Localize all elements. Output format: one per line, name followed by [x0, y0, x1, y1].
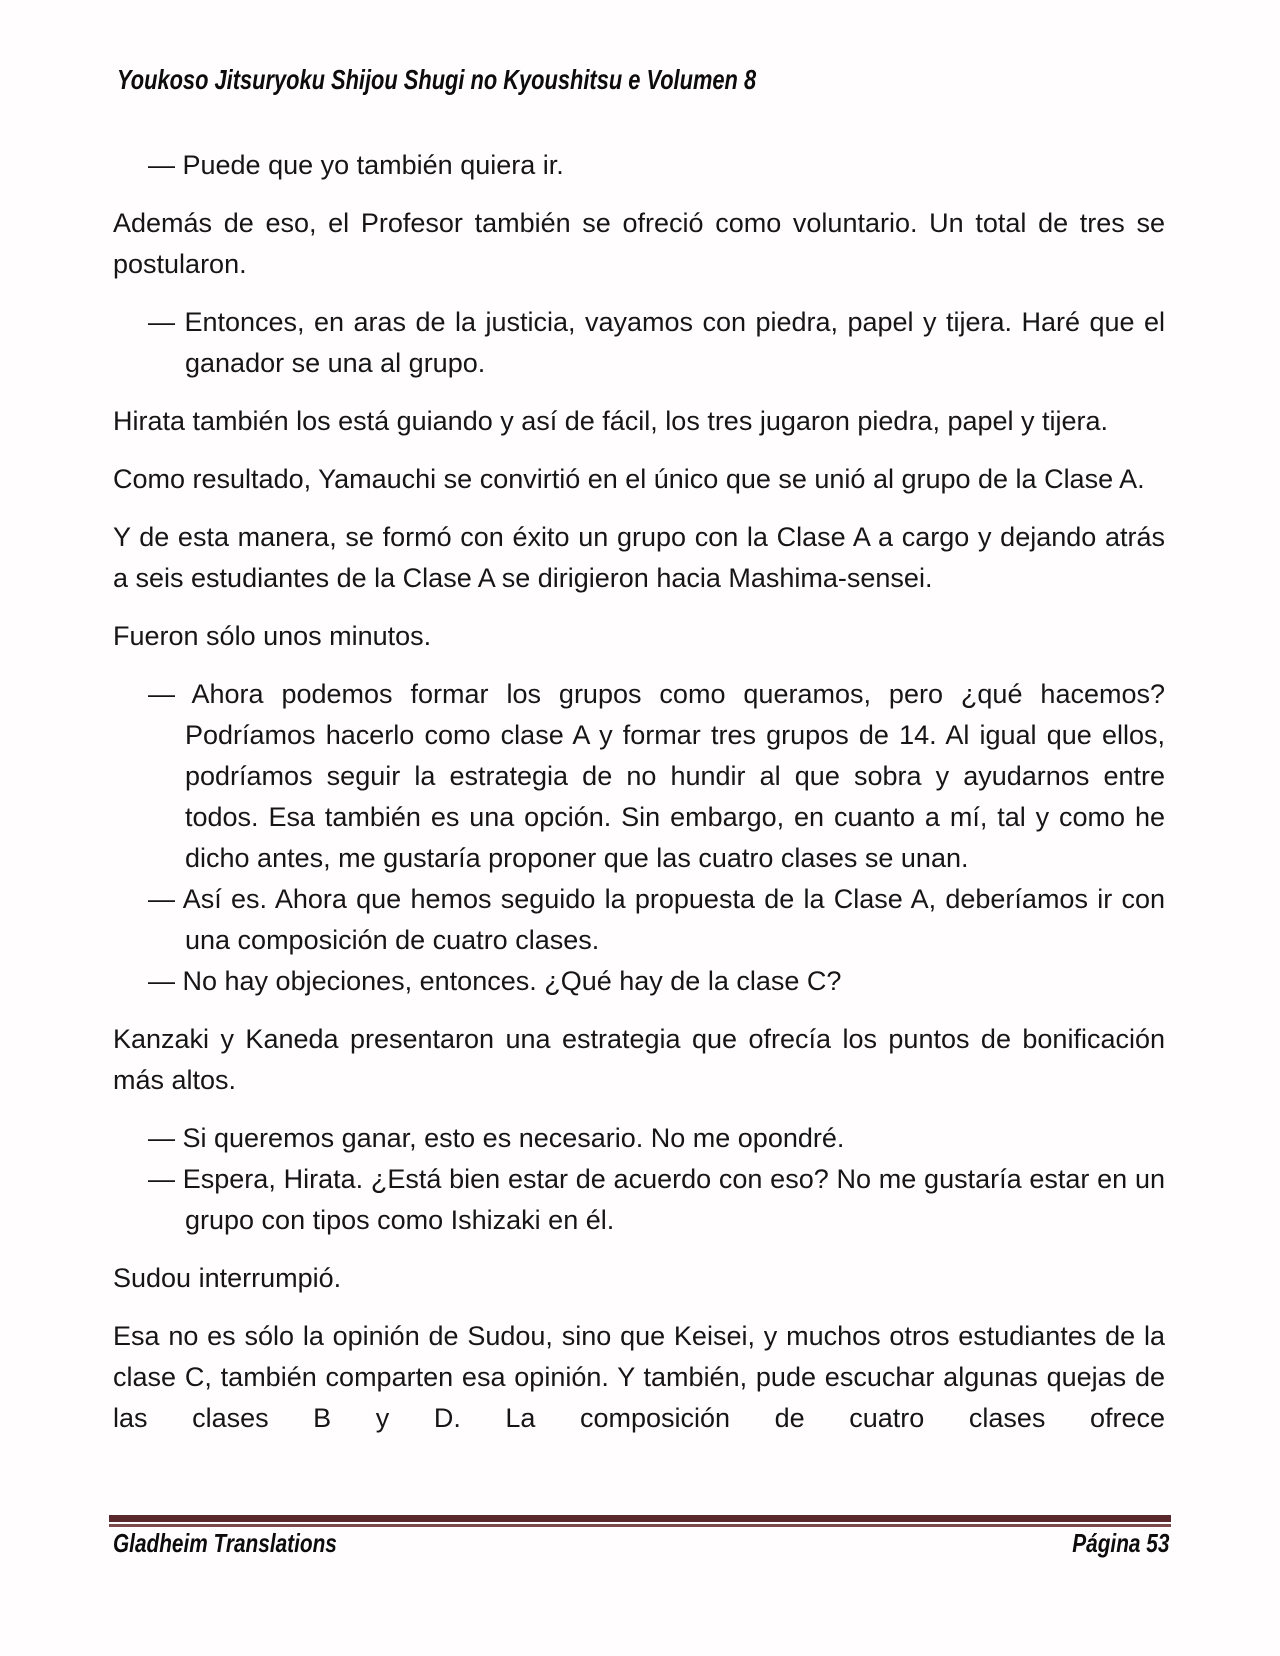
page-body [113, 145, 1165, 1456]
dialogue-paragraph: — Ahora podemos formar los grupos como queramos, pero ¿qué hacemos? Podríamos hacerlo como clase A y formar tres grupos de 14. Al igual que ellos, podríamos seguir la estrategia de no hundir al que sobra y ayudarnos entre todos. Esa también es una opción. Sin embargo, en cuanto a mí, tal y como he dicho antes, me gustaría proponer que las cuatro clases se unan. [148, 679, 1165, 873]
narration-paragraph: Kanzaki y Kaneda presentaron una estrategia que ofrecía los puntos de bonificación más altos. [113, 1024, 1165, 1095]
dialogue-paragraph: — Espera, Hirata. ¿Está bien estar de acuerdo con eso? No me gustaría estar en un grupo con tipos como Ishizaki en él. [148, 1164, 1165, 1235]
volume-title: Youkoso Jitsuryoku Shijou Shugi no Kyoushitsu e Volumen 8 [117, 64, 757, 95]
narration-paragraph: Sudou interrumpió. [113, 1263, 342, 1293]
dialogue-paragraph: — Si queremos ganar, esto es necesario. No me opondré. [148, 1123, 845, 1153]
narration-paragraph: Fueron sólo unos minutos. [113, 621, 432, 651]
narration-paragraph: Hirata también los está guiando y así de fácil, los tres jugaron piedra, papel y tijera. [113, 406, 1109, 436]
footer-rule [109, 1515, 1171, 1527]
dialogue-group [113, 674, 1165, 1002]
dialogue-group [113, 1118, 1165, 1241]
dialogue-paragraph: — No hay objeciones, entonces. ¿Qué hay de la clase C? [148, 966, 842, 996]
narration-paragraph: Además de eso, el Profesor también se ofreció como voluntario. Un total de tres se postularon. [113, 208, 1165, 279]
page-footer [113, 1528, 1169, 1559]
dialogue-paragraph: — Así es. Ahora que hemos seguido la propuesta de la Clase A, deberíamos ir con una composición de cuatro clases. [148, 884, 1165, 955]
page-header [117, 64, 936, 104]
narration-paragraph: Como resultado, Yamauchi se convirtió en el único que se unió al grupo de la Clase A. [113, 464, 1145, 494]
narration-paragraph: Y de esta manera, se formó con éxito un grupo con la Clase A a cargo y dejando atrás a seis estudiantes de la Clase A se dirigieron hacia Mashima-sensei. [113, 522, 1165, 593]
dialogue-paragraph: — Puede que yo también quiera ir. [148, 150, 564, 180]
page-number: Página 53 [1071, 1528, 1169, 1558]
translator-credit: Gladheim Translations [113, 1528, 337, 1558]
narration-paragraph-continued: Esa no es sólo la opinión de Sudou, sino que Keisei, y muchos otros estudiantes de la clase C, también comparten esa opinión. Y también, pude escuchar algunas quejas de las clases B y D. La composición de cuatro clases ofrece [113, 1321, 1165, 1433]
dialogue-paragraph: — Entonces, en aras de la justicia, vayamos con piedra, papel y tijera. Haré que el ganador se una al grupo. [148, 307, 1165, 378]
